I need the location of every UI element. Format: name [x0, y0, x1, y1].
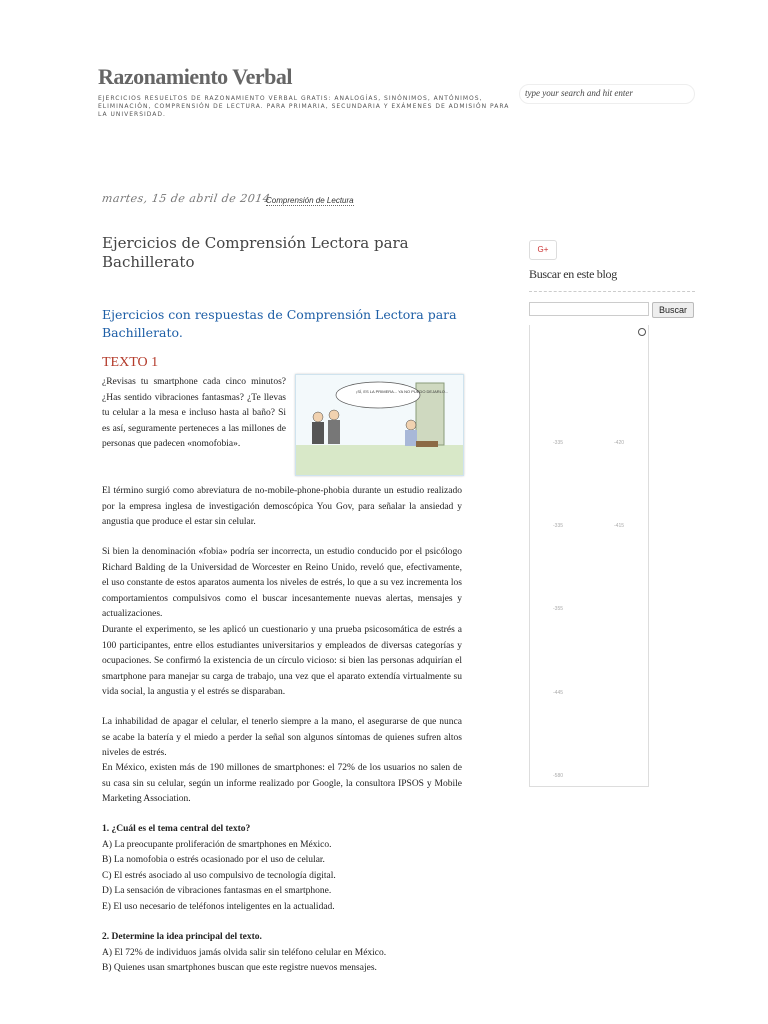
header-search-input[interactable]: type your search and hit enter — [519, 84, 695, 104]
widget-tick: -335 — [553, 523, 564, 529]
q2-option-a: A) El 72% de individuos jamás olvida salir sin teléfono celular en México. — [102, 947, 387, 958]
post-subtitle: Ejercicios con respuestas de Comprensión Lectora para Bachillerato. — [102, 307, 457, 340]
widget-tick: -580 — [553, 773, 564, 779]
comic-illustration — [295, 374, 464, 476]
q1-option-e: E) El uso necesario de teléfonos inteligentes en la actualidad. — [102, 901, 335, 912]
paragraph-experiment: Durante el experimento, se les aplicó un cuestionario y una prueba psicosomática de estrés a 100 participantes, entre ellos estudiantes universitarios y empleados de diversas categorías y ocupaciones. Se confirmó la existencia de un círculo vicioso: si bien las personas adquirían el smartphone para manejar su carga de trabajo, una vez que el aparato extendía virtualmente su vida social, la angustia y el estrés se disparaban. — [102, 625, 462, 698]
question-2-text: 2. Determine la idea principal del texto. — [102, 932, 262, 942]
sidebar-divider — [529, 291, 695, 292]
widget-tick: -355 — [553, 606, 564, 612]
post-title: Ejercicios de Comprensión Lectora para Bachillerato — [102, 234, 409, 271]
paragraph-origin: El término surgió como abreviatura de no-mobile-phone-phobia durante un estudio realizado por la empresa inglesa de investigación demoscópica You Gov, para señalar la ansiedad y angustia que produce el estar sin celular. — [102, 486, 462, 528]
intro-paragraph: ¿Revisas tu smartphone cada cinco minutos? ¿Has sentido vibraciones fantasmas? ¿Te llevas tu celular a la mesa e incluso hasta al baño? Si es así, seguramente perteneces a las millones de personas que padecen «nomofobia». — [102, 377, 286, 450]
sidebar-search-heading: Buscar en este blog — [529, 267, 617, 281]
q1-option-d: D) La sensación de vibraciones fantasmas en el smartphone. — [102, 886, 332, 897]
gplus-button[interactable]: G+ — [529, 240, 557, 260]
post-date: martes, 15 de abril de 2014 — [101, 192, 272, 205]
widget-tick: -415 — [614, 523, 625, 529]
paragraph-study: Si bien la denominación «fobia» podría ser incorrecta, un estudio conducido por el psicólogo Richard Balding de la Universidad de Worcester en Reino Unido, reveló que, efectivamente, el uso constante de estos aparatos aumenta los niveles de estrés, lo que a su vez incrementa los comportamientos compulsivos como el buscar incesantemente nuevas alertas, mensajes y actualizaciones. — [102, 547, 462, 620]
widget-tick: -445 — [553, 690, 564, 696]
paragraph-symptoms: La inhabilidad de apagar el celular, el tenerlo siempre a la mano, el asegurarse de que nunca se acabe la batería y el miedo a perder la señal son algunos síntomas de quienes sufren altos niveles de estrés. — [102, 717, 462, 759]
q2-option-b: B) Quienes usan smartphones buscan que este registre nuevos mensajes. — [102, 963, 377, 974]
question-1 — [102, 822, 462, 916]
loading-spinner-icon — [638, 328, 646, 336]
texto-heading: TEXTO 1 — [102, 355, 159, 370]
post-label-link[interactable]: Comprensión de Lectura — [266, 196, 354, 205]
blog-title[interactable]: Razonamiento Verbal — [98, 64, 292, 89]
q1-option-c: C) El estrés asociado al uso compulsivo de tecnología digital. — [102, 870, 336, 881]
sidebar-search-button[interactable]: Buscar — [652, 302, 694, 318]
q1-option-a: A) La preocupante proliferación de smartphones en México. — [102, 839, 332, 850]
paragraph-mexico: En México, existen más de 190 millones de smartphones: el 72% de los usuarios no salen de su casa sin su celular, según un informe realizado por Google, la consultora IPSOS y Mobile Marketing Association. — [102, 763, 462, 805]
blog-description: EJERCICIOS RESUELTOS DE RAZONAMIENTO VERBAL GRATIS: ANALOGÍAS, SINÓNIMOS, ANTÓNIMOS, ELIMINACIÓN, COMPRENSIÓN DE LECTURA. PARA PRIMARIA, SECUNDARIA Y EXÁMENES DE ADMISIÓN PARA LA UNIVERSIDAD. — [98, 95, 510, 118]
widget-tick: -335 — [553, 440, 564, 446]
widget-tick: -420 — [614, 440, 625, 446]
sidebar-search-input[interactable] — [529, 302, 649, 316]
question-2 — [102, 930, 462, 977]
sidebar-widget-frame — [529, 325, 649, 787]
question-1-text: 1. ¿Cuál es el tema central del texto? — [102, 824, 251, 834]
q1-option-b: B) La nomofobia o estrés ocasionado por el uso de celular. — [102, 855, 325, 866]
speech-bubble-text: ¡SÍ, ES LA PRIMERA... YA NO PUEDO DEJARLO... — [356, 389, 449, 394]
